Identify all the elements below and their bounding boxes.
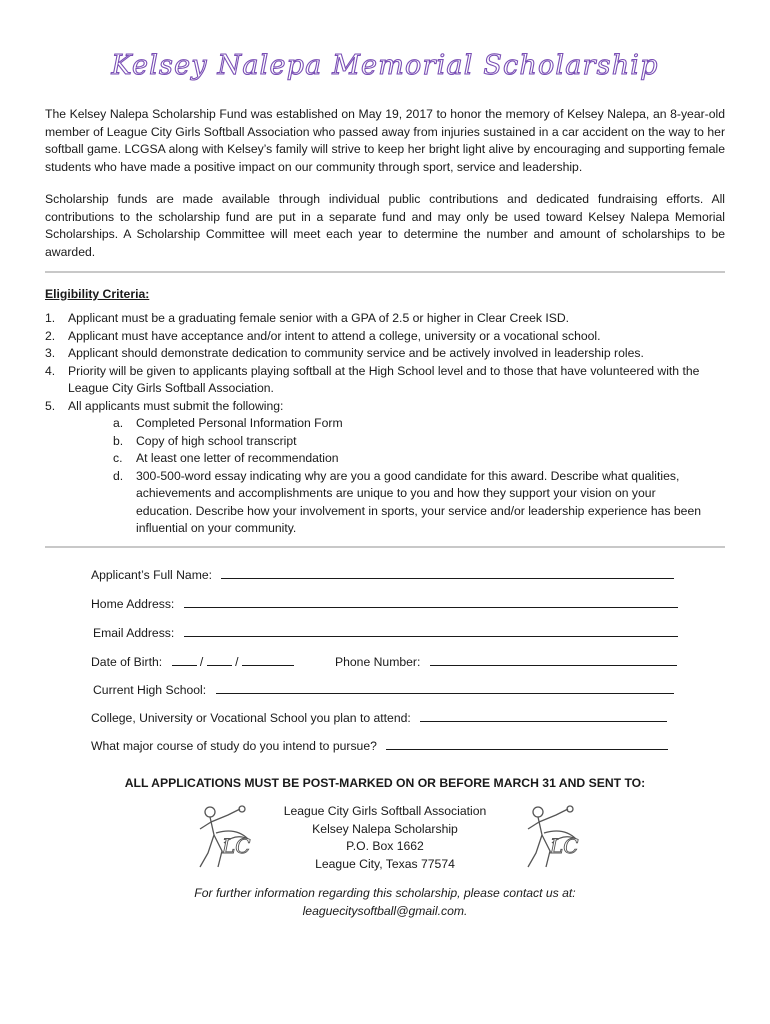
dob-year-field[interactable] [242,653,294,666]
logo-initials: LC [222,834,251,858]
requirement-letter: a. [113,416,124,430]
email-row [93,624,678,640]
home-address-field[interactable] [184,595,678,608]
criteria-number: 4. [45,363,56,378]
dob-day-field[interactable] [207,653,232,666]
email-field[interactable] [184,624,678,637]
requirement-text: Completed Personal Information Form [136,416,343,430]
full-name-field[interactable] [221,566,674,579]
criteria-item [45,328,725,346]
email-label: Email Address: [93,626,175,640]
eligibility-heading: Eligibility Criteria: [45,287,150,301]
major-label: What major course of study do you intend to pursue? [91,739,377,753]
contact-text: For further information regarding this scholarship, please contact us at: [194,886,576,900]
requirement-item [113,415,725,433]
requirement-letter: d. [113,468,124,483]
requirement-text: Copy of high school transcript [136,433,297,448]
divider-bottom [45,546,725,548]
college-label: College, University or Vocational School you plan to attend: [91,711,411,725]
criteria-item [45,398,725,416]
mailing-address [235,803,535,873]
criteria-text: Applicant should demonstrate dedication to community service and be actively involved in leadership roles. [68,346,644,360]
dob-row [91,653,294,669]
college-field[interactable] [420,709,667,722]
criteria-number: 3. [45,346,56,360]
home-address-row [91,595,678,611]
contact-info [0,885,770,920]
deadline-notice: ALL APPLICATIONS MUST BE POST-MARKED ON OR BEFORE MARCH 31 AND SENT TO: [124,776,646,790]
full-name-row [91,566,674,582]
phone-row [335,653,677,669]
criteria-number: 1. [45,311,56,325]
dob-separator: / [199,655,204,669]
address-line: League City Girls Softball Association [283,804,487,818]
page-title: Kelsey Nalepa Memorial Scholarship [111,50,659,81]
criteria-item [45,310,725,328]
address-line: P.O. Box 1662 [346,839,424,853]
eligibility-list [45,310,725,538]
phone-field[interactable] [430,653,677,666]
college-row [91,709,667,725]
major-field[interactable] [386,737,668,750]
requirement-text: 300-500-word essay indicating why are you a good candidate for this award. Describe what qualities, achievements and accomplishments are unique to you and how they support your vision on your education. Describe how your involvement in sports, your service and/or leadership experience has been influential on your community. [136,468,701,535]
requirement-letter: b. [113,433,124,448]
criteria-number: 2. [45,328,56,343]
home-address-label: Home Address: [91,597,175,611]
dob-separator: / [235,655,239,669]
phone-label: Phone Number: [335,655,421,669]
address-line: League City, Texas 77574 [315,856,455,871]
criteria-text: All applicants must submit the following: [68,398,284,413]
funds-paragraph: Scholarship funds are made available through individual public contributions and dedicated fundraising efforts. All contributions to the scholarship fund are put in a separate fund and may only be used toward Kelsey Nalepa Memorial Scholarships. A Scholarship Committee will meet each year to determine the number and amount of scholarships to be awarded. [45,192,725,259]
intro-paragraph: The Kelsey Nalepa Scholarship Fund was established on May 19, 2017 to honor the memory of Kelsey Nalepa, an 8-year-old member of League City Girls Softball Association who passed away from injuries sustained in a car accident on the way to her softball game. LCGSA along with Kelsey’s family will strive to keep her bright light alive by encouraging and supporting female students who have made a positive impact on our community through sport, service and leadership. [45,107,725,174]
high-school-row [93,681,674,697]
dob-month-field[interactable] [172,653,197,666]
major-row [91,737,668,753]
criteria-text: Applicant must have acceptance and/or intent to attend a college, university or a vocational school. [68,328,601,343]
logo-initials: LC [550,834,579,858]
criteria-item [45,345,725,363]
high-school-field[interactable] [216,681,674,694]
criteria-text: Applicant must be a graduating female senior with a GPA of 2.5 or higher in Clear Creek ISD. [68,311,570,325]
softball-player-logo-right [516,803,586,873]
high-school-label: Current High School: [93,683,207,697]
requirement-item [113,450,725,468]
criteria-number: 5. [45,398,56,413]
address-line: Kelsey Nalepa Scholarship [312,821,458,836]
requirement-item [113,433,725,451]
criteria-item [45,363,725,398]
full-name-label: Applicant’s Full Name: [91,568,213,582]
requirement-item [113,468,725,538]
contact-email[interactable]: leaguecitysoftball@gmail.com. [302,903,468,918]
criteria-text: Priority will be given to applicants playing softball at the High School level and to those that have volunteered with the League City Girls Softball Association. [68,363,700,395]
requirement-text: At least one letter of recommendation [136,451,339,465]
divider-top [45,271,725,273]
requirement-letter: c. [113,451,123,465]
dob-label: Date of Birth: [91,655,163,669]
